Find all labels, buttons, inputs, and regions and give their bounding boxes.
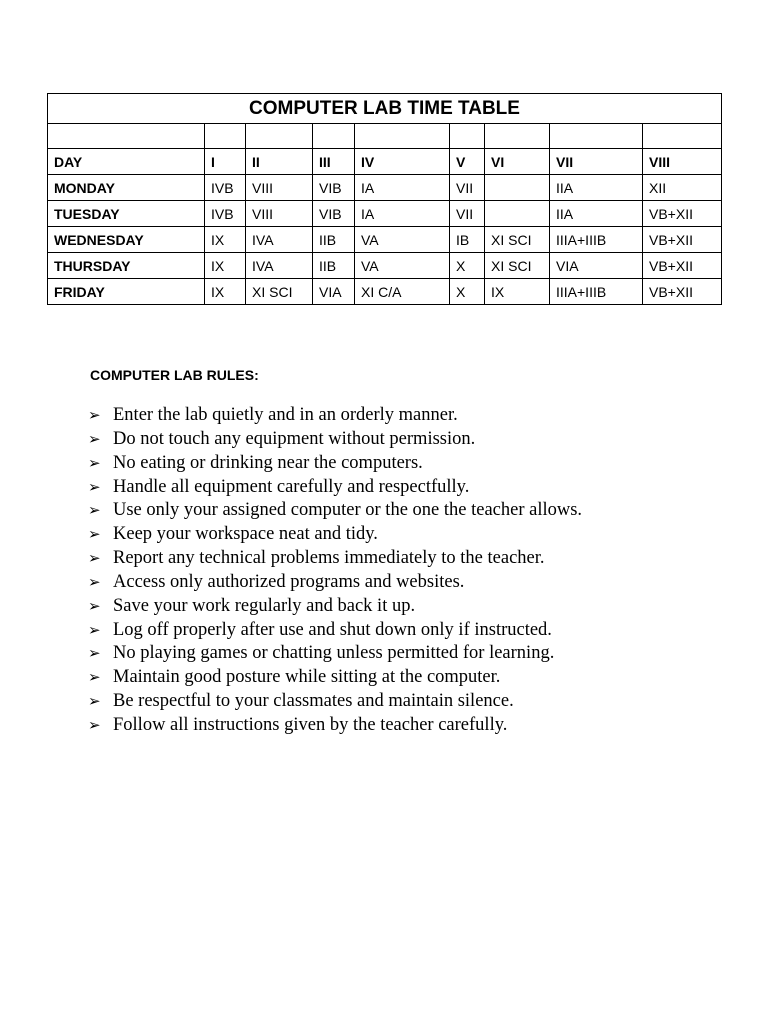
timetable-blank-row	[48, 124, 722, 149]
list-item	[88, 690, 582, 714]
table-cell: X	[450, 253, 485, 279]
rule-text: Maintain good posture while sitting at the computer.	[113, 667, 501, 688]
table-cell: VIB	[313, 175, 355, 201]
table-cell: XI C/A	[355, 279, 450, 305]
rule-text: Access only authorized programs and websites.	[113, 571, 465, 592]
table-cell: VB+XII	[643, 227, 722, 253]
table-cell	[550, 124, 643, 149]
list-item	[88, 714, 582, 738]
table-cell: VA	[355, 227, 450, 253]
table-cell: IX	[205, 279, 246, 305]
table-cell: IVB	[205, 175, 246, 201]
table-cell	[643, 124, 722, 149]
table-cell	[450, 124, 485, 149]
rules-heading: COMPUTER LAB RULES:	[90, 367, 259, 383]
arrow-bullet-icon: ➢	[88, 453, 101, 472]
rule-text: Handle all equipment carefully and respectfully.	[113, 476, 470, 497]
table-row	[48, 201, 722, 227]
table-cell: XII	[643, 175, 722, 201]
table-cell: IVB	[205, 201, 246, 227]
column-header-period: II	[246, 149, 313, 175]
table-row	[48, 279, 722, 305]
table-cell	[355, 124, 450, 149]
table-row	[48, 253, 722, 279]
column-header-period: VII	[550, 149, 643, 175]
table-cell: IIA	[550, 175, 643, 201]
table-cell: VB+XII	[643, 201, 722, 227]
table-cell: VIA	[550, 253, 643, 279]
rule-text: Follow all instructions given by the teacher carefully.	[113, 714, 508, 735]
table-cell	[246, 124, 313, 149]
table-cell: XI SCI	[485, 227, 550, 253]
column-header-period: III	[313, 149, 355, 175]
day-cell: THURSDAY	[48, 253, 205, 279]
list-item	[88, 428, 582, 452]
rule-text: Keep your workspace neat and tidy.	[113, 524, 378, 545]
table-cell: VII	[450, 201, 485, 227]
column-header-period: IV	[355, 149, 450, 175]
arrow-bullet-icon: ➢	[88, 596, 101, 615]
table-cell	[205, 124, 246, 149]
table-cell: IB	[450, 227, 485, 253]
table-cell: IIIA+IIIB	[550, 279, 643, 305]
table-cell: VIA	[313, 279, 355, 305]
list-item	[88, 476, 582, 500]
arrow-bullet-icon: ➢	[88, 429, 101, 448]
arrow-bullet-icon: ➢	[88, 620, 101, 639]
rule-text: Enter the lab quietly and in an orderly manner.	[113, 405, 458, 425]
table-cell: VIII	[246, 175, 313, 201]
table-cell: VIII	[246, 201, 313, 227]
list-item	[88, 571, 582, 595]
table-row	[48, 175, 722, 201]
arrow-bullet-icon: ➢	[88, 715, 101, 734]
day-cell: TUESDAY	[48, 201, 205, 227]
timetable-title: COMPUTER LAB TIME TABLE	[48, 94, 722, 124]
list-item	[88, 619, 582, 643]
table-cell	[485, 124, 550, 149]
list-item	[88, 452, 582, 476]
list-item	[88, 547, 582, 571]
table-cell: IIIA+IIIB	[550, 227, 643, 253]
table-cell: IIB	[313, 253, 355, 279]
table-cell: VA	[355, 253, 450, 279]
table-cell	[485, 201, 550, 227]
table-cell: IA	[355, 201, 450, 227]
table-cell: IVA	[246, 253, 313, 279]
table-cell	[485, 175, 550, 201]
table-cell: VIB	[313, 201, 355, 227]
timetable-header-row	[48, 149, 722, 175]
rule-text: Save your work regularly and back it up.	[113, 595, 416, 616]
table-cell: IA	[355, 175, 450, 201]
list-item	[88, 666, 582, 690]
rule-text: Use only your assigned computer or the one the teacher allows.	[113, 500, 583, 521]
arrow-bullet-icon: ➢	[88, 692, 101, 711]
rule-text: Log off properly after use and shut down only if instructed.	[113, 619, 552, 640]
arrow-bullet-icon: ➢	[88, 525, 101, 544]
rule-text: Be respectful to your classmates and maintain silence.	[113, 691, 514, 712]
timetable	[47, 93, 722, 305]
day-cell: FRIDAY	[48, 279, 205, 305]
column-header-day: DAY	[48, 149, 205, 175]
list-item	[88, 595, 582, 619]
table-row	[48, 227, 722, 253]
timetable-title-row	[48, 94, 722, 124]
table-cell: VII	[450, 175, 485, 201]
day-cell: MONDAY	[48, 175, 205, 201]
rule-text: Report any technical problems immediately to the teacher.	[113, 548, 545, 569]
table-cell: VB+XII	[643, 253, 722, 279]
column-header-period: I	[205, 149, 246, 175]
table-cell	[48, 124, 205, 149]
arrow-bullet-icon: ➢	[88, 477, 101, 496]
arrow-bullet-icon: ➢	[88, 644, 101, 663]
list-item	[88, 499, 582, 523]
list-item	[88, 404, 582, 428]
table-cell: IX	[485, 279, 550, 305]
table-cell: IX	[205, 253, 246, 279]
table-cell: IX	[205, 227, 246, 253]
arrow-bullet-icon: ➢	[88, 572, 101, 591]
table-cell: IIB	[313, 227, 355, 253]
column-header-period: VIII	[643, 149, 722, 175]
column-header-period: V	[450, 149, 485, 175]
column-header-period: VI	[485, 149, 550, 175]
rules-list	[88, 404, 582, 738]
table-cell	[313, 124, 355, 149]
table-cell: VB+XII	[643, 279, 722, 305]
table-cell: IVA	[246, 227, 313, 253]
arrow-bullet-icon: ➢	[88, 549, 101, 568]
table-cell: XI SCI	[246, 279, 313, 305]
list-item	[88, 642, 582, 666]
table-cell: X	[450, 279, 485, 305]
rule-text: Do not touch any equipment without permission.	[113, 428, 476, 449]
arrow-bullet-icon: ➢	[88, 406, 101, 424]
list-item	[88, 523, 582, 547]
day-cell: WEDNESDAY	[48, 227, 205, 253]
rule-text: No playing games or chatting unless permitted for learning.	[113, 643, 555, 664]
table-cell: XI SCI	[485, 253, 550, 279]
arrow-bullet-icon: ➢	[88, 668, 101, 687]
table-cell: IIA	[550, 201, 643, 227]
rule-text: No eating or drinking near the computers.	[113, 452, 423, 473]
arrow-bullet-icon: ➢	[88, 501, 101, 520]
